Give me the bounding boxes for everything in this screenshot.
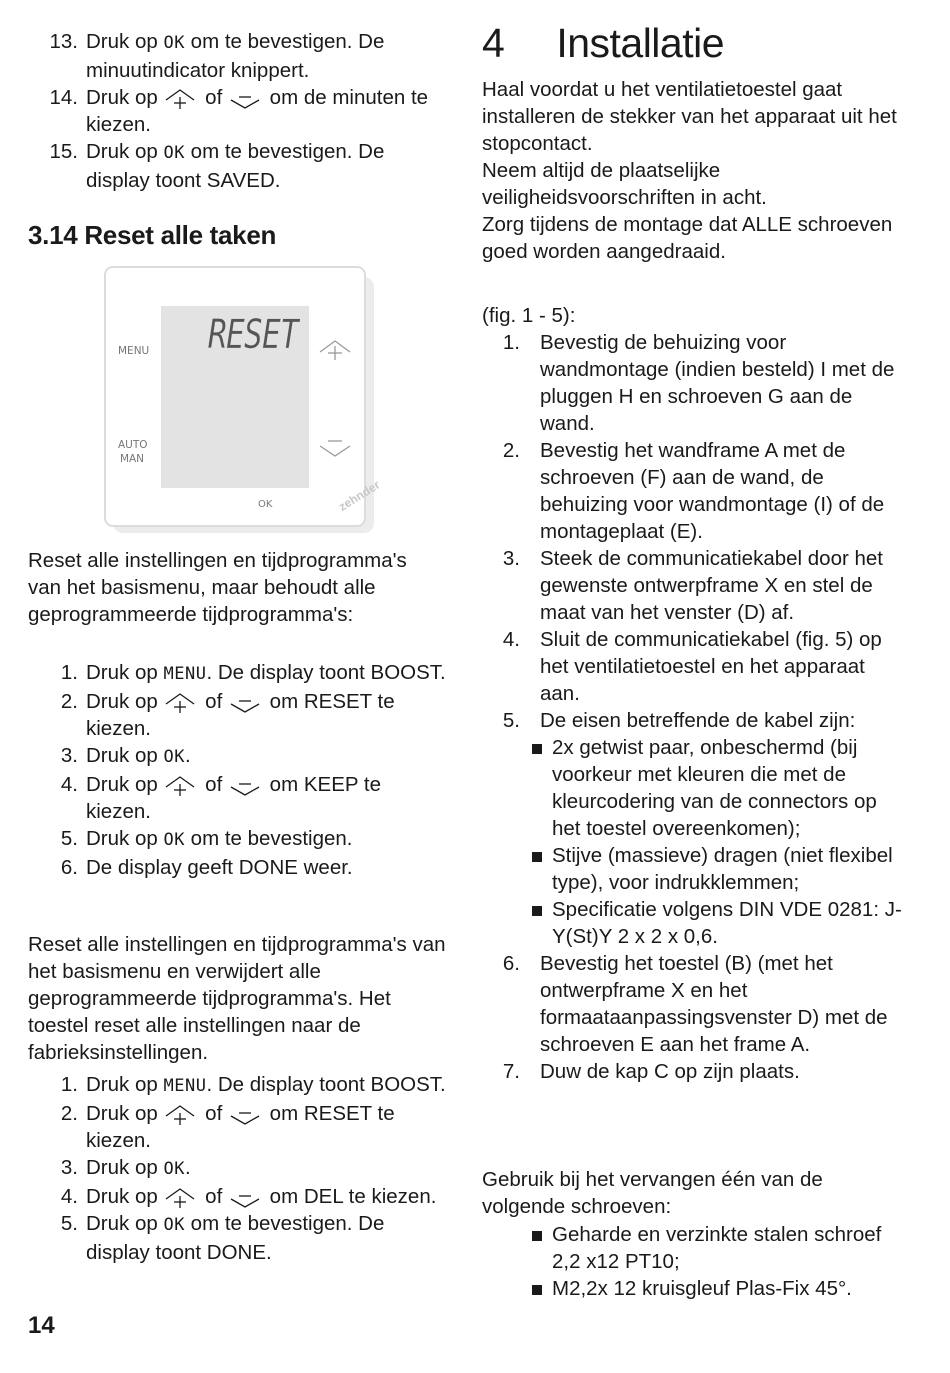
plus-icon xyxy=(163,1183,199,1210)
list-item xyxy=(28,28,448,84)
item-text: Druk op xyxy=(86,1073,164,1096)
item-text: Druk op xyxy=(86,690,164,713)
item-text: Druk op xyxy=(86,661,164,684)
reset-keep-paragraph: Reset alle instellingen en tijdprogramma's van het basismenu, maar behoudt alle geprogrammeerde tijdprogramma's: xyxy=(28,549,407,626)
reset-keep-steps xyxy=(28,659,448,881)
item-text: De display geeft DONE weer. xyxy=(86,856,353,879)
plus-icon xyxy=(163,1100,199,1127)
plus-icon xyxy=(163,771,199,798)
chapter-title: Installatie xyxy=(556,20,725,66)
list-item xyxy=(28,1210,448,1266)
list-item xyxy=(28,1183,448,1210)
item-number: 1. xyxy=(502,331,520,354)
item-text: Druk op xyxy=(86,827,164,850)
intro-steps-list xyxy=(28,28,448,194)
item-number: 1. xyxy=(60,1073,78,1096)
minus-icon xyxy=(228,688,264,715)
figure-reference: (fig. 1 - 5): xyxy=(482,304,576,327)
list-item xyxy=(28,1071,448,1100)
item-number: 4. xyxy=(502,628,520,651)
menu-button-label[interactable]: MENU xyxy=(118,345,150,357)
item-number: 7. xyxy=(502,1060,520,1083)
item-text: om RESET te kiezen. xyxy=(86,1102,395,1152)
screws-list xyxy=(532,1221,912,1302)
item-text: Duw de kap C op zijn plaats. xyxy=(540,1060,800,1083)
list-item xyxy=(28,138,448,194)
item-number: 6. xyxy=(60,856,78,879)
key-label: OK xyxy=(163,1159,185,1179)
item-text: of xyxy=(199,1102,228,1125)
key-label: MENU xyxy=(163,1076,207,1096)
install-step xyxy=(482,1058,902,1085)
item-number: 2. xyxy=(60,690,78,713)
item-text: Bevestig het toestel (B) (met het ontwerpframe X en het formaataanpassingsvenster D) met de schroeven E aan het frame A. xyxy=(540,952,888,1056)
key-label: MENU xyxy=(163,664,207,684)
item-text: om KEEP te kiezen. xyxy=(86,773,381,823)
item-text: Bevestig de behuizing voor wandmontage (indien besteld) I met de pluggen H en schroeven G aan de wand. xyxy=(540,331,895,435)
list-item xyxy=(28,688,448,742)
page-number: 14 xyxy=(28,1312,55,1339)
item-text: Druk op xyxy=(86,1102,164,1125)
device-screen-text: RESET xyxy=(208,312,299,358)
install-step xyxy=(482,707,902,950)
bullet-item: Stijve (massieve) dragen (niet flexibel type), voor indrukklemmen; xyxy=(532,842,902,896)
item-text: . De display toont BOOST. xyxy=(206,1073,446,1096)
chapter-number: 4 xyxy=(482,20,505,66)
item-text: om de minuten te kiezen. xyxy=(86,86,429,136)
item-number: 3. xyxy=(502,547,520,570)
key-label: OK xyxy=(163,830,185,850)
plus-icon xyxy=(163,688,199,715)
list-item xyxy=(28,1100,448,1154)
item-number: 4. xyxy=(60,1185,78,1208)
item-number: 1. xyxy=(60,661,78,684)
item-number: 2. xyxy=(502,439,520,462)
item-text: om RESET te kiezen. xyxy=(86,690,395,740)
intro-line-2: Neem altijd de plaatselijke veiligheidsvoorschriften in acht. xyxy=(482,159,767,209)
item-text: of xyxy=(199,773,228,796)
install-step xyxy=(482,626,902,707)
reset-delete-paragraph: Reset alle instellingen en tijdprogramma's van het basismenu en verwijdert alle geprogrammeerde tijdprogramma's. Het toestel reset alle instellingen naar de fabrieksinstellingen. xyxy=(28,933,446,1064)
key-label: OK xyxy=(163,747,185,767)
list-item xyxy=(28,659,448,688)
item-text: Druk op xyxy=(86,1212,164,1235)
ok-button-label[interactable]: OK xyxy=(258,499,273,510)
item-text: om te bevestigen. De minuutindicator knippert. xyxy=(86,30,385,82)
item-number: 2. xyxy=(60,1102,78,1125)
item-text: Druk op xyxy=(86,1156,164,1179)
list-item xyxy=(28,84,448,138)
item-text: om DEL te kiezen. xyxy=(263,1185,437,1208)
install-step xyxy=(482,437,902,545)
item-number: 5. xyxy=(60,1212,78,1235)
install-step xyxy=(482,329,902,437)
installation-steps xyxy=(482,329,902,1085)
minus-icon xyxy=(228,84,264,111)
item-text: om te bevestigen. De display toont DONE. xyxy=(86,1212,385,1264)
minus-icon xyxy=(228,1100,264,1127)
install-step xyxy=(482,950,902,1058)
item-number: 3. xyxy=(60,1156,78,1179)
thermostat-illustration xyxy=(104,266,383,536)
reset-delete-steps xyxy=(28,1071,448,1266)
item-text: om te bevestigen. xyxy=(184,827,353,850)
auto-label: AUTO xyxy=(118,439,148,451)
intro-line-1: Haal voordat u het ventilatietoestel gaat installeren de stekker van het apparaat uit het stopcontact. xyxy=(482,78,897,155)
auto-man-button[interactable] xyxy=(118,438,146,466)
item-text: of xyxy=(199,86,228,109)
list-item xyxy=(28,854,448,881)
key-label: OK xyxy=(163,143,185,163)
item-text: Bevestig het wandframe A met de schroeven (F) aan de wand, de behuizing voor wandmontage (I) of de montageplaat (E). xyxy=(540,439,885,543)
item-text: of xyxy=(199,690,228,713)
screw-item: M2,2x 12 kruisgleuf Plas-Fix 45°. xyxy=(532,1275,912,1302)
key-label: OK xyxy=(163,33,185,53)
item-text: Steek de communicatiekabel door het gewenste ontwerpframe X en stel de maat van het venster (D) af. xyxy=(540,547,884,624)
item-number: 5. xyxy=(502,709,520,732)
plus-icon xyxy=(163,84,199,111)
item-text: Druk op xyxy=(86,140,164,163)
cable-requirements-list xyxy=(532,734,902,950)
bullet-item: Specificatie volgens DIN VDE 0281: J-Y(St)Y 2 x 2 x 0,6. xyxy=(532,896,902,950)
item-text: of xyxy=(199,1185,228,1208)
item-number: 13. xyxy=(49,30,78,53)
item-text: . xyxy=(184,744,191,767)
list-item xyxy=(28,825,448,854)
intro-line-3: Zorg tijdens de montage dat ALLE schroeven goed worden aangedraaid. xyxy=(482,213,893,263)
item-text: . De display toont BOOST. xyxy=(206,661,446,684)
brand-logo: zehnder xyxy=(336,477,383,514)
list-item xyxy=(28,742,448,771)
bullet-item: 2x getwist paar, onbeschermd (bij voorkeur met kleuren die met de kleurcodering van de connectors op het toestel overeenkomen); xyxy=(532,734,902,842)
screw-item: Geharde en verzinkte stalen schroef 2,2 x12 PT10; xyxy=(532,1221,912,1275)
item-number: 5. xyxy=(60,827,78,850)
item-text: Druk op xyxy=(86,773,164,796)
minus-icon xyxy=(228,1183,264,1210)
item-text: De eisen betreffende de kabel zijn: xyxy=(540,709,856,732)
key-label: OK xyxy=(163,1215,185,1235)
item-text: Druk op xyxy=(86,86,164,109)
item-number: 15. xyxy=(49,140,78,163)
item-text: Druk op xyxy=(86,744,164,767)
list-item xyxy=(28,771,448,825)
item-text: Druk op xyxy=(86,30,164,53)
list-item xyxy=(28,1154,448,1183)
item-number: 3. xyxy=(60,744,78,767)
screws-intro: Gebruik bij het vervangen één van de volgende schroeven: xyxy=(482,1168,823,1218)
item-text: Druk op xyxy=(86,1185,164,1208)
man-label: MAN xyxy=(119,453,145,465)
item-text: . xyxy=(184,1156,191,1179)
install-step xyxy=(482,545,902,626)
intro-block xyxy=(482,76,902,265)
chapter-heading xyxy=(482,20,724,67)
item-text: om te bevestigen. De display toont SAVED. xyxy=(86,140,385,192)
section-title: 3.14 Reset alle taken xyxy=(28,220,277,250)
item-number: 4. xyxy=(60,773,78,796)
item-number: 6. xyxy=(502,952,520,975)
minus-icon xyxy=(228,771,264,798)
item-number: 14. xyxy=(49,86,78,109)
item-text: Sluit de communicatiekabel (fig. 5) op het ventilatietoestel en het apparaat aan. xyxy=(540,628,882,705)
